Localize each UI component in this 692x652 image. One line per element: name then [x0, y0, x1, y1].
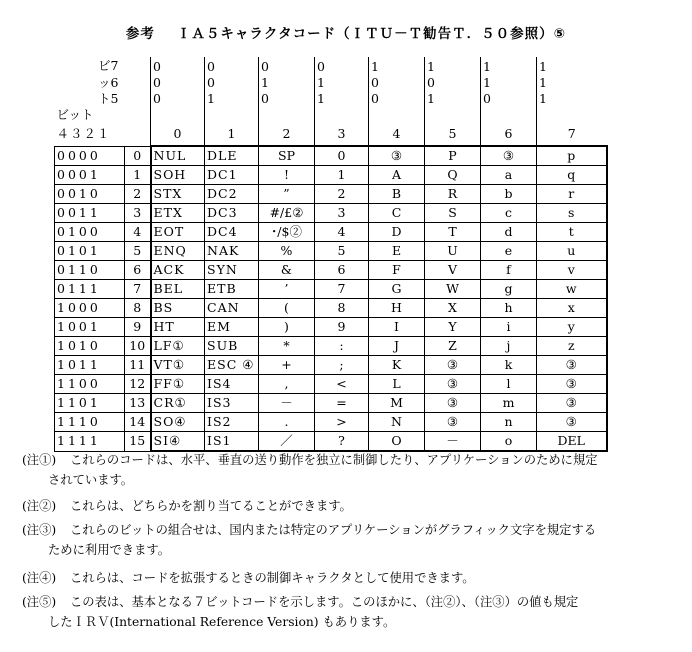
code-cell: FF①: [151, 375, 205, 394]
bit-label: ビ7: [98, 58, 119, 73]
row-index: 13: [125, 394, 151, 413]
bit-value: 0: [205, 57, 259, 75]
spacer-cell: [259, 107, 315, 123]
code-cell: ③: [537, 356, 607, 375]
code-cell: s: [537, 204, 607, 223]
code-cell: k: [481, 356, 537, 375]
code-cell: SI④: [151, 432, 205, 452]
column-header: 1: [205, 123, 259, 146]
code-cell: DC2: [205, 185, 259, 204]
code-cell: o: [481, 432, 537, 452]
code-cell: Q: [425, 166, 481, 185]
table-row: [55, 166, 607, 185]
title-prefix: 参考: [125, 26, 155, 42]
bit-value: 1: [205, 91, 259, 107]
bit-row: [55, 75, 607, 91]
bit-label: ッ6: [98, 75, 119, 90]
code-cell: F: [369, 261, 425, 280]
code-cell: －: [259, 394, 315, 413]
bit-value: 0: [151, 91, 205, 107]
table-row: [55, 223, 607, 242]
note-text: これらのコードは、水平、垂直の送り動作を独立に制御したり、アプリケーションのために規定: [70, 453, 598, 467]
code-cell: n: [481, 413, 537, 432]
row-bits: 1110: [55, 413, 125, 432]
code-cell: ;: [315, 356, 369, 375]
bit-value: 0: [259, 57, 315, 75]
row-bits: 1000: [55, 299, 125, 318]
row-bits: 0100: [55, 223, 125, 242]
code-cell: ETB: [205, 280, 259, 299]
spacer-cell: [125, 75, 151, 91]
code-cell: ･/$②: [259, 223, 315, 242]
code-cell: ③: [481, 146, 537, 166]
code-cell: U: [425, 242, 481, 261]
code-cell: M: [369, 394, 425, 413]
code-cell: Y: [425, 318, 481, 337]
code-cell: #/£②: [259, 204, 315, 223]
note-item: [22, 568, 672, 588]
bit-row: [55, 91, 607, 107]
note-key: (注②): [22, 499, 57, 513]
code-cell: DC4: [205, 223, 259, 242]
code-cell: ): [259, 318, 315, 337]
code-cell: L: [369, 375, 425, 394]
code-cell: 3: [315, 204, 369, 223]
row-index: 4: [125, 223, 151, 242]
note-text-cont: したＩＲＶ(International Reference Version) もあります。: [48, 615, 396, 629]
code-cell: J: [369, 337, 425, 356]
bit-value: 0: [205, 75, 259, 91]
code-cell: NAK: [205, 242, 259, 261]
code-cell: IS1: [205, 432, 259, 452]
code-cell: DC1: [205, 166, 259, 185]
note-key: (注③): [22, 523, 57, 537]
row-index: 11: [125, 356, 151, 375]
code-cell: ”: [259, 185, 315, 204]
code-cell: ACK: [151, 261, 205, 280]
code-cell: BEL: [151, 280, 205, 299]
code-cell: (: [259, 299, 315, 318]
code-cell: ③: [425, 356, 481, 375]
bit-value: 0: [369, 75, 425, 91]
row-index: 5: [125, 242, 151, 261]
code-cell: 8: [315, 299, 369, 318]
code-cell: R: [425, 185, 481, 204]
code-cell: I: [369, 318, 425, 337]
row-bits: 0101: [55, 242, 125, 261]
row-index: 7: [125, 280, 151, 299]
code-cell: v: [537, 261, 607, 280]
code-cell: m: [481, 394, 537, 413]
row-bits: 0000: [55, 146, 125, 166]
row-index: 0: [125, 146, 151, 166]
code-cell: ③: [537, 413, 607, 432]
code-cell: D: [369, 223, 425, 242]
bit-value: 1: [425, 57, 481, 75]
code-cell: IS3: [205, 394, 259, 413]
code-cell: SO④: [151, 413, 205, 432]
code-cell: HT: [151, 318, 205, 337]
row-bits: 1001: [55, 318, 125, 337]
code-cell: ③: [425, 375, 481, 394]
row-index: 15: [125, 432, 151, 452]
code-cell: 2: [315, 185, 369, 204]
code-cell: SP: [259, 146, 315, 166]
code-cell: 5: [315, 242, 369, 261]
code-cell: g: [481, 280, 537, 299]
bit-value: 1: [537, 57, 607, 75]
code-cell: %: [259, 242, 315, 261]
bit-value: 1: [537, 75, 607, 91]
bit-value: 1: [315, 75, 369, 91]
code-cell: －: [425, 432, 481, 452]
code-cell: LF①: [151, 337, 205, 356]
code-cell: ,: [259, 375, 315, 394]
code-cell: ETX: [151, 204, 205, 223]
code-cell: SOH: [151, 166, 205, 185]
code-cell: t: [537, 223, 607, 242]
code-cell: y: [537, 318, 607, 337]
code-cell: ENQ: [151, 242, 205, 261]
bit-label: ト5: [98, 91, 119, 106]
code-cell: +: [259, 356, 315, 375]
code-cell: ③: [425, 394, 481, 413]
code-cell: *: [259, 337, 315, 356]
code-cell: a: [481, 166, 537, 185]
spacer-cell: [205, 107, 259, 123]
code-cell: N: [369, 413, 425, 432]
bit-title: ビット: [56, 107, 94, 122]
table-row: [55, 299, 607, 318]
row-index: 3: [125, 204, 151, 223]
row-index: 1: [125, 166, 151, 185]
row-bits: 1011: [55, 356, 125, 375]
code-cell: CR①: [151, 394, 205, 413]
note-text: これらは、コードを拡張するときの制御キャラクタとして使用できます。: [70, 571, 475, 585]
bit-value: 1: [481, 57, 537, 75]
code-cell: DLE: [205, 146, 259, 166]
spacer-cell: [369, 107, 425, 123]
code-cell: ③: [369, 146, 425, 166]
code-cell: z: [537, 337, 607, 356]
row-bits: 0011: [55, 204, 125, 223]
code-cell: f: [481, 261, 537, 280]
table-row: [55, 413, 607, 432]
bit-value: 1: [425, 91, 481, 107]
row-bits: 0001: [55, 166, 125, 185]
code-cell: G: [369, 280, 425, 299]
row-bits: 1010: [55, 337, 125, 356]
code-cell: DEL: [537, 432, 607, 452]
code-cell: B: [369, 185, 425, 204]
spacer-cell: [125, 91, 151, 107]
spacer-cell: [125, 123, 151, 146]
note-text-cont: されています。: [48, 473, 134, 487]
code-cell: &: [259, 261, 315, 280]
row-bits: 0111: [55, 280, 125, 299]
row-bits: 0110: [55, 261, 125, 280]
bit-value: 0: [481, 91, 537, 107]
column-header: 2: [259, 123, 315, 146]
bit-value: 0: [151, 57, 205, 75]
table-row: [55, 318, 607, 337]
code-cell: d: [481, 223, 537, 242]
code-cell: 1: [315, 166, 369, 185]
code-cell: e: [481, 242, 537, 261]
code-cell: =: [315, 394, 369, 413]
code-cell: A: [369, 166, 425, 185]
code-cell: 9: [315, 318, 369, 337]
column-header: 5: [425, 123, 481, 146]
ia5-code-table: [54, 57, 608, 452]
row-bits: 1111: [55, 432, 125, 452]
column-header: 3: [315, 123, 369, 146]
code-cell: X: [425, 299, 481, 318]
code-cell: STX: [151, 185, 205, 204]
code-cell: h: [481, 299, 537, 318]
column-header: 6: [481, 123, 537, 146]
bit-value: 0: [425, 75, 481, 91]
spacer-cell: [125, 57, 151, 75]
row-index: 2: [125, 185, 151, 204]
row-bits: 0010: [55, 185, 125, 204]
page-title: [0, 22, 692, 42]
row-index: 9: [125, 318, 151, 337]
table-row: [55, 280, 607, 299]
code-cell: ③: [425, 413, 481, 432]
code-cell: ’: [259, 280, 315, 299]
note-text: これらのビットの組合せは、国内または特定のアプリケーションがグラフィック文字を規定する: [70, 523, 597, 537]
bit-order: ４３２１: [56, 126, 111, 142]
code-cell: 6: [315, 261, 369, 280]
code-cell: IS2: [205, 413, 259, 432]
code-cell: EM: [205, 318, 259, 337]
code-cell: 7: [315, 280, 369, 299]
code-cell: W: [425, 280, 481, 299]
spacer-cell: [481, 107, 537, 123]
code-cell: >: [315, 413, 369, 432]
table-row: [55, 261, 607, 280]
row-index: 8: [125, 299, 151, 318]
row-index: 12: [125, 375, 151, 394]
column-header: 0: [151, 123, 205, 146]
table-row: [55, 432, 607, 452]
code-cell: CAN: [205, 299, 259, 318]
row-index: 6: [125, 261, 151, 280]
code-cell: S: [425, 204, 481, 223]
bit-value: 1: [481, 75, 537, 91]
note-text-cont: ために利用できます。: [48, 543, 170, 557]
code-cell: ESC ④: [205, 356, 259, 375]
note-item: [22, 592, 672, 632]
bit-value: 1: [537, 91, 607, 107]
bit-value: 0: [315, 57, 369, 75]
note-key: (注⑤): [22, 595, 57, 609]
table-row: [55, 337, 607, 356]
code-cell: SUB: [205, 337, 259, 356]
bit-value: 1: [259, 75, 315, 91]
code-cell: <: [315, 375, 369, 394]
code-cell: !: [259, 166, 315, 185]
code-cell: NUL: [151, 146, 205, 166]
note-key: (注①): [22, 453, 57, 467]
code-cell: O: [369, 432, 425, 452]
table-row: [55, 356, 607, 375]
spacer-cell: [151, 107, 205, 123]
bit-value: 1: [369, 57, 425, 75]
code-cell: IS4: [205, 375, 259, 394]
code-cell: 0: [315, 146, 369, 166]
note-key: (注④): [22, 571, 57, 585]
code-cell: b: [481, 185, 537, 204]
code-cell: E: [369, 242, 425, 261]
bit-value: 0: [369, 91, 425, 107]
spacer-cell: [425, 107, 481, 123]
spacer-cell: [125, 107, 151, 123]
code-cell: ?: [315, 432, 369, 452]
code-cell: P: [425, 146, 481, 166]
code-cell: ／: [259, 432, 315, 452]
code-cell: q: [537, 166, 607, 185]
code-cell: w: [537, 280, 607, 299]
code-cell: i: [481, 318, 537, 337]
code-cell: r: [537, 185, 607, 204]
code-cell: 4: [315, 223, 369, 242]
note-text: これらは、どちらかを割り当てることができます。: [70, 499, 352, 513]
row-bits: 1100: [55, 375, 125, 394]
note-item: [22, 520, 672, 560]
note-item: [22, 450, 672, 490]
code-cell: c: [481, 204, 537, 223]
code-cell: VT①: [151, 356, 205, 375]
code-cell: SYN: [205, 261, 259, 280]
code-cell: T: [425, 223, 481, 242]
code-cell: l: [481, 375, 537, 394]
row-index: 10: [125, 337, 151, 356]
code-cell: p: [537, 146, 607, 166]
column-header: 7: [537, 123, 607, 146]
code-cell: .: [259, 413, 315, 432]
table-row: [55, 185, 607, 204]
table-row: [55, 204, 607, 223]
code-cell: C: [369, 204, 425, 223]
table-row: [55, 375, 607, 394]
spacer-cell: [537, 107, 607, 123]
bit-value: 0: [151, 75, 205, 91]
code-cell: K: [369, 356, 425, 375]
bit-row: [55, 57, 607, 75]
title-main: ＩＡ５キャラクタコード（ＩＴＵ－Ｔ勧告Ｔ．５０参照）⑤: [176, 26, 567, 42]
table-row: [55, 242, 607, 261]
code-cell: :: [315, 337, 369, 356]
table-row: [55, 146, 607, 166]
code-cell: ③: [537, 375, 607, 394]
note-item: [22, 496, 672, 516]
spacer-cell: [315, 107, 369, 123]
code-cell: EOT: [151, 223, 205, 242]
note-text: この表は、基本となる７ビットコードを示します。このほかに、（注②）、（注③）の値も規定: [70, 595, 579, 609]
code-cell: V: [425, 261, 481, 280]
code-cell: BS: [151, 299, 205, 318]
code-cell: j: [481, 337, 537, 356]
bit-value: 0: [259, 91, 315, 107]
code-cell: x: [537, 299, 607, 318]
code-cell: Z: [425, 337, 481, 356]
row-index: 14: [125, 413, 151, 432]
code-cell: ③: [537, 394, 607, 413]
row-bits: 1101: [55, 394, 125, 413]
bit-value: 1: [315, 91, 369, 107]
code-cell: DC3: [205, 204, 259, 223]
table-row: [55, 394, 607, 413]
column-header: 4: [369, 123, 425, 146]
code-cell: u: [537, 242, 607, 261]
code-cell: H: [369, 299, 425, 318]
